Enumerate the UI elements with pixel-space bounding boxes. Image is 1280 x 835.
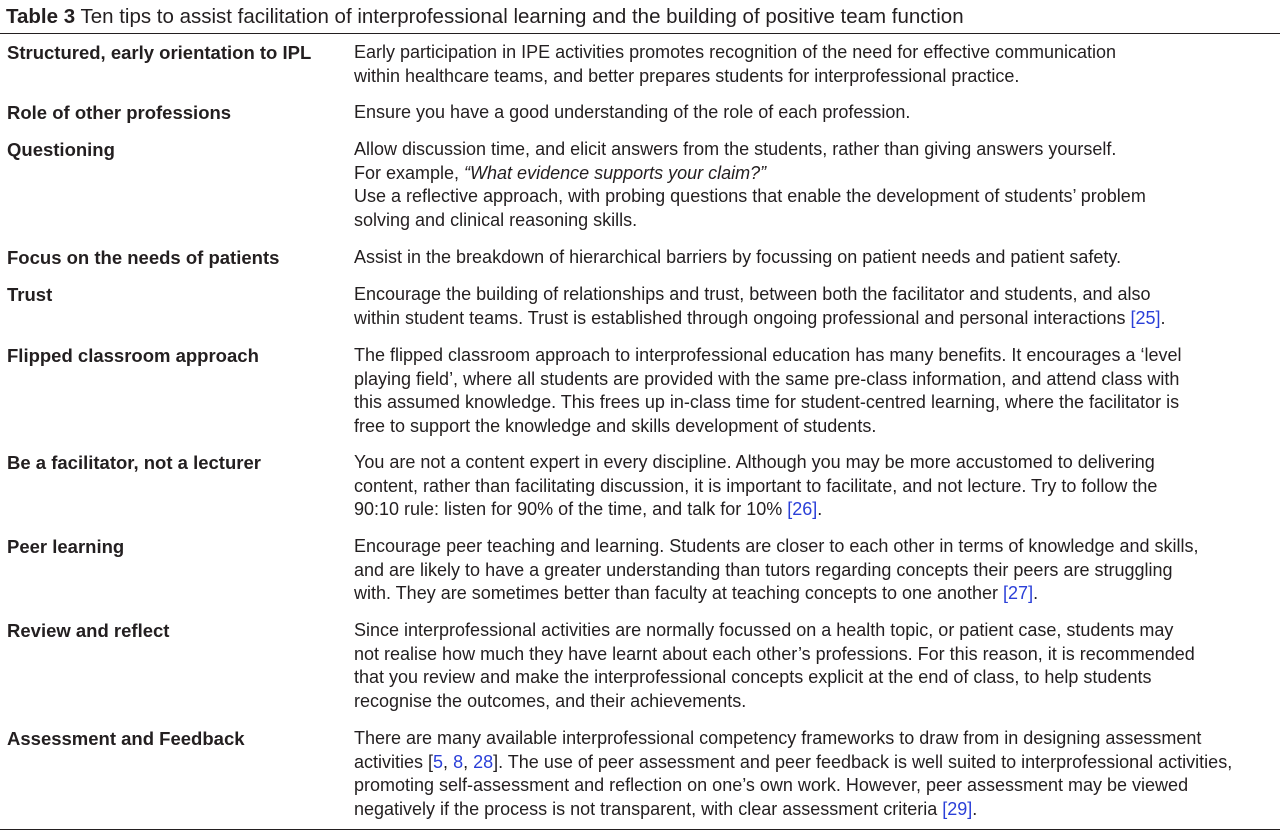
description-line: recognise the outcomes, and their achievements. bbox=[354, 690, 747, 711]
description-line bbox=[354, 307, 1166, 331]
tip-title: Trust bbox=[7, 284, 53, 305]
tip-description bbox=[354, 283, 1166, 330]
citation-link[interactable]: 28 bbox=[473, 751, 494, 772]
description-line bbox=[354, 582, 1199, 606]
description-line: content, rather than facilitating discussion, it is important to facilitate, and not lecture. Try to follow the bbox=[354, 475, 1158, 496]
line-text: ]. The use of peer assessment and peer feedback is well suited to interprofessional activities, bbox=[493, 751, 1233, 772]
description-line bbox=[354, 162, 1146, 186]
tip-description bbox=[354, 619, 1195, 713]
line-text: . bbox=[1160, 307, 1166, 328]
description-line: Assist in the breakdown of hierarchical barriers by focussing on patient needs and patient safety. bbox=[354, 247, 1122, 267]
description-line bbox=[354, 751, 1232, 775]
tip-title: Focus on the needs of patients bbox=[7, 247, 280, 268]
tip-description bbox=[354, 344, 1181, 438]
tip-title: Be a facilitator, not a lecturer bbox=[7, 452, 261, 473]
example-question: “What evidence supports your claim?” bbox=[464, 162, 767, 183]
description-line: You are not a content expert in every discipline. Although you may be more accustomed to delivering bbox=[354, 452, 1155, 472]
tip-description bbox=[354, 246, 1121, 270]
citation-link[interactable]: [27] bbox=[1003, 583, 1034, 603]
tip-description bbox=[354, 727, 1232, 821]
description-line: The flipped classroom approach to interprofessional education has many benefits. It encourages a ‘level bbox=[354, 345, 1182, 365]
description-line: Use a reflective approach, with probing questions that enable the development of students’ problem bbox=[354, 186, 1146, 206]
table-caption bbox=[6, 4, 1276, 30]
tip-title: Peer learning bbox=[7, 536, 125, 557]
description-line: and are likely to have a greater understanding than tutors regarding concepts their peers are struggling bbox=[354, 559, 1173, 580]
citation-link[interactable]: 5 bbox=[433, 751, 444, 772]
description-line: solving and clinical reasoning skills. bbox=[354, 209, 638, 230]
description-line: Allow discussion time, and elicit answers from the students, rather than giving answers yourself. bbox=[354, 139, 1117, 159]
description-line: within healthcare teams, and better prepares students for interprofessional practice. bbox=[354, 65, 1020, 86]
tip-title: Structured, early orientation to IPL bbox=[7, 42, 312, 63]
bottom-rule bbox=[0, 829, 1280, 830]
description-line: Encourage the building of relationships and trust, between both the facilitator and students, and also bbox=[354, 284, 1151, 304]
line-text: activities [ bbox=[354, 751, 434, 772]
line-text: . bbox=[1033, 583, 1039, 603]
line-text: within student teams. Trust is established through ongoing professional and personal interactions bbox=[354, 307, 1131, 328]
tip-title: Questioning bbox=[7, 139, 115, 160]
description-line: that you review and make the interprofessional concepts explicit at the end of class, to help students bbox=[354, 667, 1152, 687]
description-line: Encourage peer teaching and learning. Students are closer to each other in terms of knowledge and skills, bbox=[354, 536, 1199, 556]
top-rule bbox=[0, 33, 1280, 34]
tip-description bbox=[354, 41, 1116, 88]
description-line: promoting self-assessment and reflection on one’s own work. However, peer assessment may be viewed bbox=[354, 775, 1189, 795]
description-line: not realise how much they have learnt about each other’s professions. For this reason, it is recommended bbox=[354, 643, 1195, 664]
line-text: negatively if the process is not transparent, with clear assessment criteria bbox=[354, 798, 943, 819]
description-line: free to support the knowledge and skills development of students. bbox=[354, 415, 877, 436]
line-text: with. They are sometimes better than faculty at teaching concepts to one another bbox=[354, 583, 1004, 603]
table-label: Table 3 bbox=[6, 5, 76, 28]
description-line bbox=[354, 498, 1157, 522]
line-text: . bbox=[817, 499, 823, 519]
tip-description bbox=[354, 138, 1146, 232]
line-text: , bbox=[463, 751, 474, 772]
citation-link[interactable]: 8 bbox=[453, 751, 464, 772]
tip-title: Flipped classroom approach bbox=[7, 345, 259, 366]
description-line bbox=[354, 798, 1232, 822]
tip-description bbox=[354, 101, 910, 125]
tip-description bbox=[354, 535, 1199, 606]
description-line: Early participation in IPE activities promotes recognition of the need for effective communication bbox=[354, 42, 1117, 62]
tip-title: Assessment and Feedback bbox=[7, 728, 245, 749]
line-text: . bbox=[972, 798, 978, 819]
citation-link[interactable]: [26] bbox=[787, 499, 818, 519]
description-line: Since interprofessional activities are normally focussed on a health topic, or patient case, students may bbox=[354, 620, 1174, 640]
table-title: Ten tips to assist facilitation of interprofessional learning and the building of positive team function bbox=[80, 5, 964, 28]
description-line: There are many available interprofessional competency frameworks to draw from in designing assessment bbox=[354, 728, 1202, 748]
description-line: this assumed knowledge. This frees up in-class time for student-centred learning, where the facilitator is bbox=[354, 392, 1180, 412]
description-line: playing field’, where all students are provided with the same pre-class information, and attend class with bbox=[354, 368, 1180, 389]
example-prefix: For example, bbox=[354, 162, 465, 183]
citation-link[interactable]: [29] bbox=[942, 798, 973, 819]
citation-link[interactable]: [25] bbox=[1130, 307, 1161, 328]
description-line: Ensure you have a good understanding of the role of each profession. bbox=[354, 102, 911, 122]
line-text: , bbox=[443, 751, 454, 772]
tip-title: Review and reflect bbox=[7, 620, 170, 641]
tip-description bbox=[354, 451, 1157, 522]
tip-title: Role of other professions bbox=[7, 102, 232, 123]
line-text: 90:10 rule: listen for 90% of the time, and talk for 10% bbox=[354, 499, 788, 519]
